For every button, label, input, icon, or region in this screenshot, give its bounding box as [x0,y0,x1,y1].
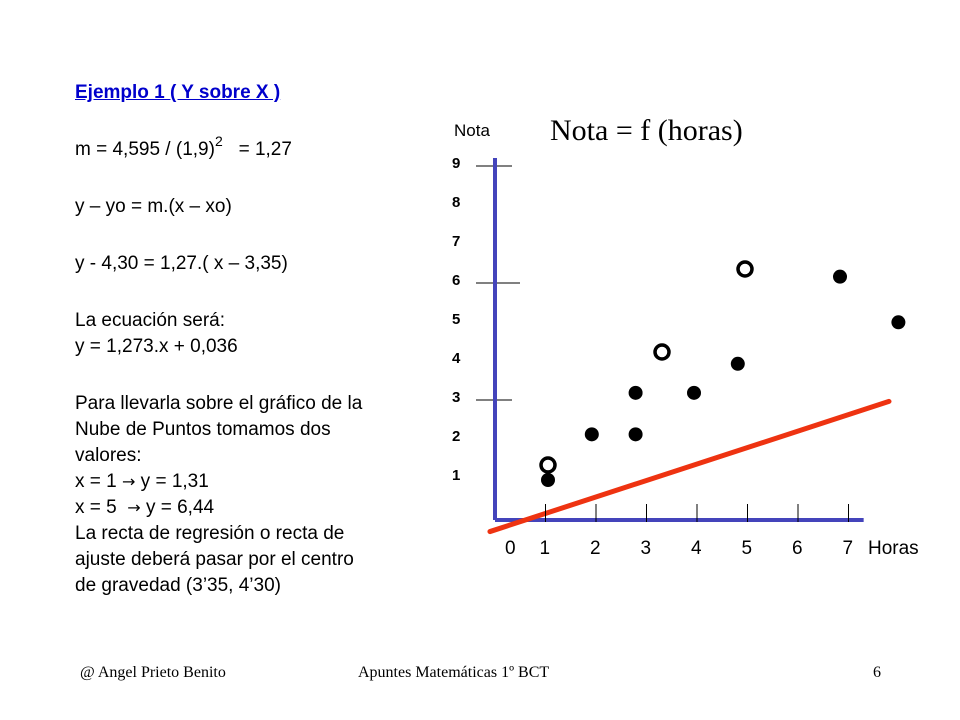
data-point [541,473,555,487]
data-point [731,357,745,371]
value-2 [75,495,214,521]
y-tick-label: 4 [452,350,461,367]
key-point [655,345,669,359]
paragraph-line-3: valores: [75,445,142,466]
data-point [629,386,643,400]
key-point [541,458,555,472]
chart-title: Nota = f (horas) [550,114,743,147]
value-1-x: x = 1 [75,471,122,492]
x-tick-label: 6 [792,538,803,559]
slope-calculation [75,133,292,163]
y-axis-label: Nota [454,121,490,140]
value-1 [75,469,209,495]
key-point [738,262,752,276]
slope-exponent: 2 [214,133,223,149]
data-point [629,427,643,441]
y-tick-label: 9 [452,155,461,172]
example-title: Ejemplo 1 ( Y sobre X ) [75,82,281,103]
footer-course: Apuntes Matemáticas 1º BCT [358,664,550,681]
slope-formula: m = 4,595 / (1,9) [75,139,215,160]
data-point [585,427,599,441]
slope-result: = 1,27 [222,139,292,160]
value-2-y: y = 6,44 [140,497,215,518]
y-tick-label: 7 [452,233,461,250]
y-tick-label: 6 [452,272,461,289]
scatter-chart [440,100,940,580]
substituted-formula: y - 4,30 = 1,27.( x – 3,35) [75,253,288,274]
y-tick-label: 3 [452,389,461,406]
x-axis-label: Horas [868,538,919,559]
x-tick-label: 2 [590,538,601,559]
arrow-right-icon: → [127,498,141,517]
conclusion-line-3: de gravedad (3’35, 4’30) [75,575,281,596]
x-tick-label: 1 [539,538,551,559]
x-tick-label: 0 [505,538,516,559]
value-2-x: x = 5 [75,497,128,518]
scatter-chart-svg [440,100,940,580]
x-tick-label: 5 [741,538,753,559]
footer-page-number: 6 [873,664,881,681]
paragraph-line-2: Nube de Puntos tomamos dos [75,419,331,440]
regression-equation: y = 1,273.x + 0,036 [75,336,238,357]
value-1-y: y = 1,31 [135,471,209,492]
y-tick-label: 1 [452,467,461,484]
data-point [833,270,847,284]
footer-author: @ Angel Prieto Benito [80,664,226,681]
data-point [891,315,905,329]
paragraph-line-1: Para llevarla sobre el gráfico de la [75,393,363,414]
x-tick-label: 3 [640,538,652,559]
data-point [687,386,701,400]
arrow-right-icon: → [122,472,136,491]
y-tick-label: 5 [452,311,461,328]
x-tick-label: 7 [842,538,854,559]
x-tick-label: 4 [691,538,702,559]
equation-label: La ecuación será: [75,310,225,331]
conclusion-line-1: La recta de regresión o recta de [75,523,345,544]
conclusion-line-2: ajuste deberá pasar por el centro [75,549,354,570]
y-tick-label: 8 [452,194,461,211]
point-slope-formula: y – yo = m.(x – xo) [75,196,232,217]
y-tick-label: 2 [452,428,461,445]
